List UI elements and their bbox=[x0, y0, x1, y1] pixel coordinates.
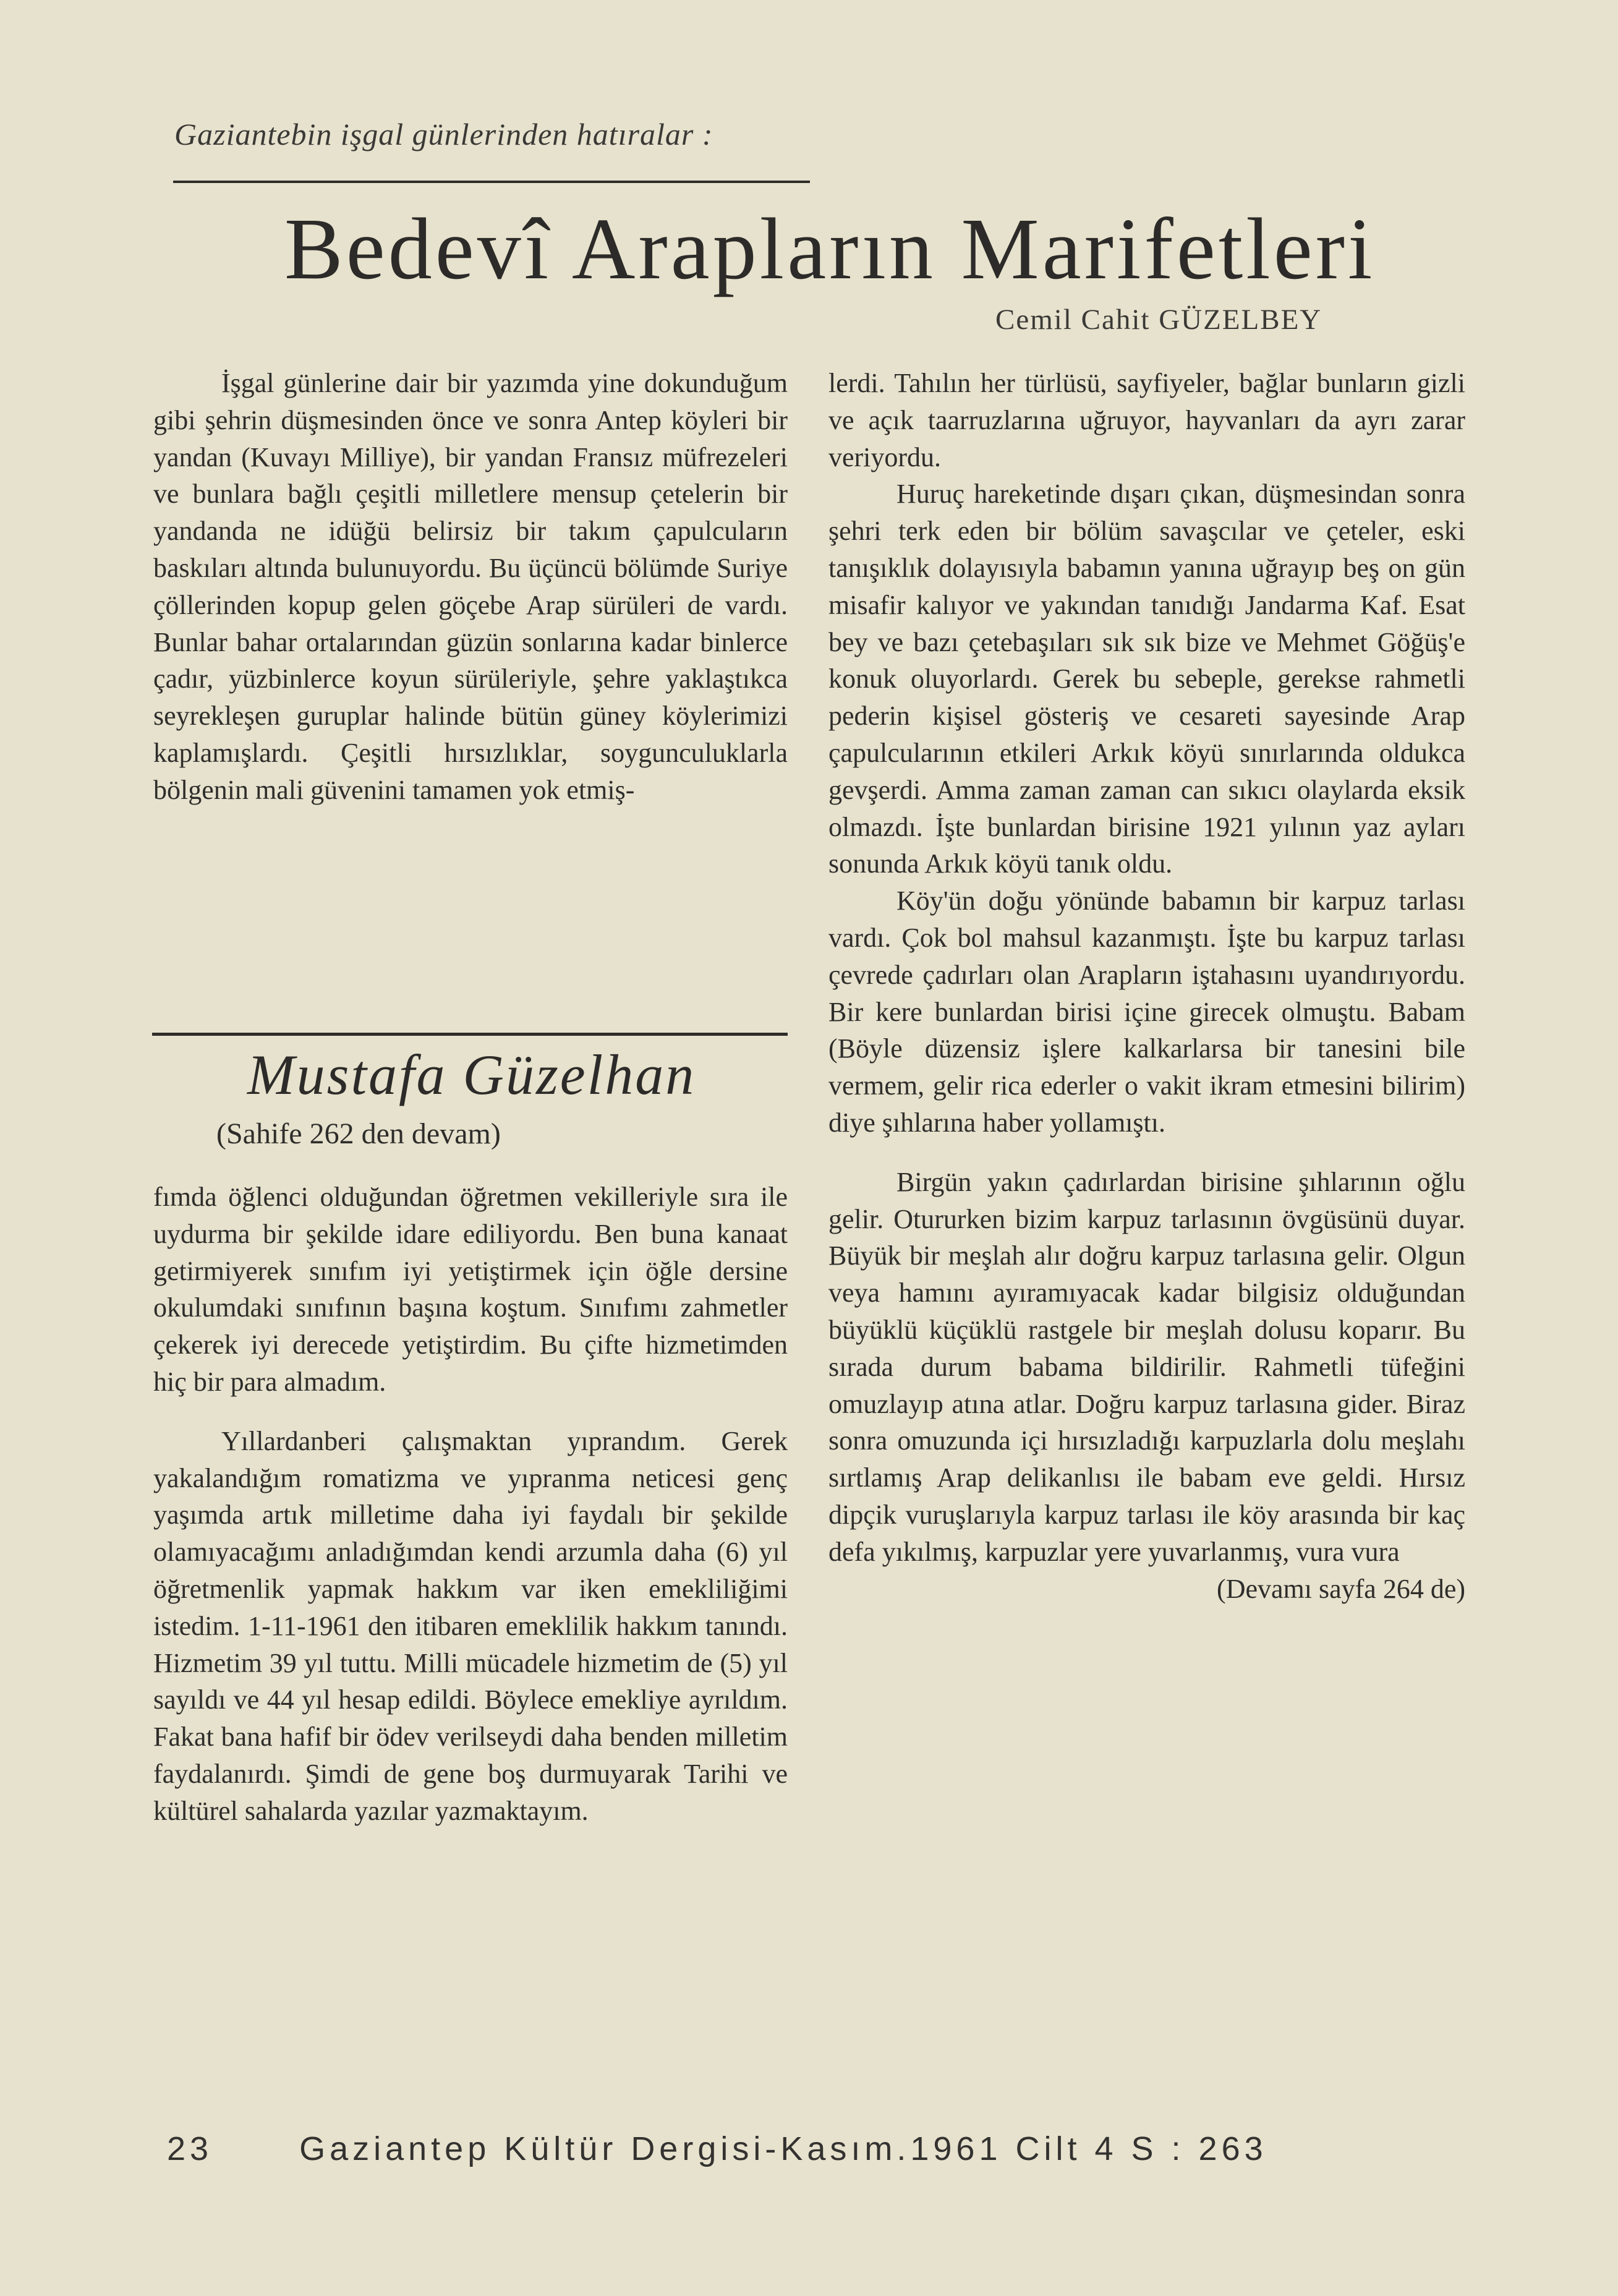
body-paragraph: fımda öğlenci olduğundan öğretmen vekilleriyle sıra ile uydurma bir şekilde idare ediliyordu. Ben buna kanaat getirmiyerek sınıfım iyi yetiştirmek için öğle dersine okulumdaki sınıfının başına koştum. Sınıfımı zahmetler çekerek iyi derecede yetiştirdim. Bu çifte hizmetimden hiç bir para almadım. bbox=[153, 1182, 788, 1397]
body-paragraph: Köy'ün doğu yönünde babamın bir karpuz tarlası vardı. Çok bol mahsul kazanmıştı. İşte bu karpuz tarlası çevrede çadırları olan Arapların iştahasını uyandırıyordu. Bir kere bunlardan birisi içine girecek olmuştu. Babam (Böyle düzensiz işlere kalkarlarsa bir tanesini bile vermem, gelir rica ederler o vakit ikram etmesini bilirim) diye şıhlarına haber yollamıştı. bbox=[828, 886, 1465, 1138]
article-title: Bedevî Arapların Marifetleri bbox=[284, 200, 1376, 297]
body-paragraph: Huruç hareketinde dışarı çıkan, düşmesindan sonra şehri terk eden bir bölüm savaşcılar ve çeteler, eski tanışıklık dolayısıyla babamın yanına uğrayıp beş on gün misafir kalıyor ve yakından tanıdığı Jandarma Kaf. Esat bey ve bazı çetebaşıları sık sık bize ve Mehmet Göğüş'e konuk oluyorlardı. Gerek bu sebeple, gerekse rahmetli pederin kişisel gösteriş ve cesareti sayesinde Arap çapulcularının etkileri Arkık köyü sınırlarında oldukca gevşerdi. Amma zaman zaman can sıkıcı olaylarda eksik olmazdı. İşte bunlardan birisine 1921 yılının yaz ayları sonunda Arkık köyü tanık oldu. bbox=[828, 479, 1465, 879]
article-author: Cemil Cahit GÜZELBEY bbox=[995, 304, 1322, 336]
right-column-article bbox=[828, 365, 1465, 1607]
journal-line: Gaziantep Kültür Dergisi-Kasım.1961 Cilt 4 S : 263 bbox=[299, 2130, 1267, 2167]
second-article-title: Mustafa Güzelhan bbox=[247, 1043, 696, 1106]
body-paragraph: Birgün yakın çadırlardan birisine şıhlarının oğlu gelir. Otururken bizim karpuz tarlasının övgüsünü duyar. Büyük bir meşlah alır doğru karpuz tarlasına gelir. Olgun veya hamını ayıramıyacak kadar bilgisiz olduğundan büyüklü küçüklü rastgele bir meşlah dolusu koparır. Bu sırada durum babama bildirilir. Rahmetli tüfeğini omuzlayıp atına atlar. Doğru karpuz tarlasına gider. Biraz sonra omuzunda içi hırsızladığı karpuzlarla dolu meşlahı sırtlamış Arap delikanlısı ile babam eve geldi. Hırsız dipçik vuruşlarıyla karpuz tarlası ile köy arasında bir kaç defa yıkılmış, karpuzlar yere yuvarlanmış, vura vura bbox=[828, 1166, 1465, 1567]
series-underline bbox=[173, 181, 810, 183]
page-footer bbox=[167, 2130, 1465, 2168]
continued-from-note: (Sahife 262 den devam) bbox=[216, 1117, 501, 1150]
series-label: Gaziantebin işgal günlerinden hatıralar : bbox=[174, 117, 713, 152]
body-paragraph: Yıllardanberi çalışmaktan yıprandım. Gerek yakalandığım romatizma ve yıpranma neticesi genç yaşımda artık milletime daha iyi faydalı bir şekilde olamıyacağımı anladığımdan kendi arzumla daha (6) yıl öğretmenlik yapmak hakkım var iken emekliliğimi istedim. 1-11-1961 den itibaren emeklilik hakkım tanındı. Hizmetim 39 yıl tuttu. Milli mücadele hizmetim de (5) yıl sayıldı ve 44 yıl hesap edildi. Böylece emekliye ayrıldım. Fakat bana hafif bir ödev verilseydi daha benden milletim faydalanırdı. Şimdi de gene boş durmuyarak Tarihi ve kültürel sahalarda yazılar yazmaktayım. bbox=[153, 1425, 788, 1826]
page-number: 23 bbox=[167, 2130, 213, 2167]
section-divider bbox=[152, 1033, 788, 1036]
continued-on-note: (Devamı sayfa 264 de) bbox=[1217, 1573, 1465, 1604]
left-column-article bbox=[153, 365, 788, 809]
left-column-second-article bbox=[153, 1179, 788, 1830]
body-paragraph: lerdi. Tahılın her türlüsü, sayfiyeler, bağlar bunların gizli ve açık taarruzlarına uğruyor, hayvanları da ayrı zarar veriyordu. bbox=[828, 368, 1465, 472]
body-paragraph: İşgal günlerine dair bir yazımda yine dokunduğum gibi şehrin düşmesinden önce ve sonra Antep köyleri bir yandan (Kuvayı Milliye), bir yandan Fransız müfrezeleri ve bunlara bağlı çeşitli milletlere mensup çetelerin bir yandanda ne idüğü belirsiz bir takım çapulcuların baskıları altında bulunuyordu. Bu üçüncü bölümde Suriye çöllerinden kopup gelen göçebe Arap sürüleri de vardı. Bunlar bahar ortalarından güzün sonlarına kadar binlerce çadır, yüzbinlerce koyun sürüleriyle, şehre yaklaştıkca seyrekleşen guruplar halinde bütün güney köylerimizi kaplamışlardı. Çeşitli hırsızlıklar, soygunculuklarla bölgenin mali güvenini tamamen yok etmiş- bbox=[153, 368, 788, 805]
